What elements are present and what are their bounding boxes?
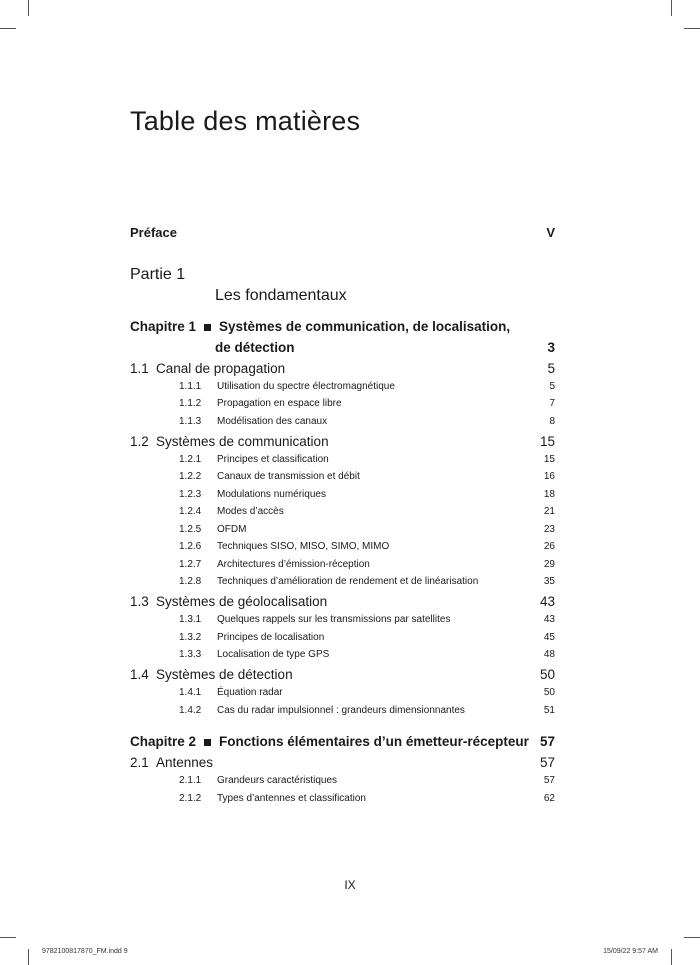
subsection-page: 50 — [543, 687, 555, 698]
part-label: Partie 1 — [130, 266, 186, 283]
subsection-title: Principes et classification — [217, 454, 329, 465]
subsection-number: 1.2.8 — [179, 576, 202, 587]
square-bullet-icon — [204, 739, 211, 746]
subsection-title: Propagation en espace libre — [217, 398, 342, 409]
toc-subsection[interactable] — [179, 381, 555, 392]
subsection-page: 23 — [543, 524, 555, 535]
crop-mark — [671, 0, 672, 16]
subsection-page: 45 — [543, 632, 555, 643]
section-page: 43 — [539, 594, 555, 609]
subsection-page: 5 — [549, 381, 555, 392]
subsection-number: 1.3.1 — [179, 614, 202, 625]
toc-subsection[interactable] — [179, 506, 555, 517]
toc-chapter-1-cont[interactable] — [215, 340, 555, 355]
toc-preface[interactable] — [130, 225, 555, 240]
subsection-title: Types d’antennes et classification — [217, 793, 366, 804]
section-page: 57 — [539, 755, 555, 770]
subsection-title: Équation radar — [217, 687, 283, 698]
slug-date: 15/09/22 9:57 AM — [603, 948, 658, 955]
subsection-title: Techniques SISO, MISO, SIMO, MIMO — [217, 541, 390, 552]
section-number: 2.1 — [130, 755, 149, 770]
preface-page: V — [546, 225, 555, 240]
toc-section[interactable] — [130, 361, 555, 376]
subsection-title: Cas du radar impulsionnel : grandeurs dimensionnantes — [217, 705, 465, 716]
subsection-number: 1.2.6 — [179, 541, 202, 552]
subsection-title: Utilisation du spectre électromagnétique — [217, 381, 395, 392]
slug-filename: 9782100817870_FM.indd 9 — [42, 948, 128, 955]
subsection-page: 29 — [543, 559, 555, 570]
preface-label: Préface — [130, 225, 177, 240]
chapter-1-title-line2: de détection — [215, 340, 295, 355]
section-page: 50 — [539, 667, 555, 682]
subsection-page: 35 — [543, 576, 555, 587]
toc-subsection[interactable] — [179, 614, 555, 625]
subsection-number: 1.2.4 — [179, 506, 202, 517]
crop-mark — [684, 28, 700, 29]
crop-mark — [0, 28, 16, 29]
toc-chapter-2[interactable] — [130, 734, 555, 749]
subsection-title: Modes d’accès — [217, 506, 284, 517]
subsection-number: 1.2.7 — [179, 559, 202, 570]
chapter-1-label: Chapitre 1 — [130, 319, 197, 334]
section-number: 1.4 — [130, 667, 149, 682]
toc-subsection[interactable] — [179, 775, 555, 786]
subsection-title: Modulations numériques — [217, 489, 326, 500]
toc-subsection[interactable] — [179, 489, 555, 500]
toc-subsection[interactable] — [179, 541, 555, 552]
subsection-title: OFDM — [217, 524, 247, 535]
section-title: Systèmes de détection — [156, 667, 293, 682]
subsection-number: 1.4.2 — [179, 705, 202, 716]
chapter-1-title-line1: Systèmes de communication, de localisation, — [219, 319, 511, 334]
toc-subsection[interactable] — [179, 576, 555, 587]
subsection-number: 1.3.3 — [179, 649, 202, 660]
subsection-number: 1.1.2 — [179, 398, 202, 409]
subsection-title: Quelques rappels sur les transmissions par satellites — [217, 614, 451, 625]
toc-section[interactable] — [130, 667, 555, 682]
subsection-number: 1.2.1 — [179, 454, 202, 465]
subsection-title: Grandeurs caractéristiques — [217, 775, 338, 786]
subsection-number: 1.2.2 — [179, 471, 202, 482]
subsection-number: 2.1.1 — [179, 775, 202, 786]
subsection-page: 8 — [549, 416, 555, 427]
subsection-page: 62 — [543, 793, 555, 804]
toc-subsection[interactable] — [179, 416, 555, 427]
toc-chapter-1[interactable] — [130, 319, 555, 334]
subsection-title: Techniques d’amélioration de rendement et de linéarisation — [217, 576, 479, 587]
subsection-page: 51 — [543, 705, 555, 716]
chapter-2-label: Chapitre 2 — [130, 734, 197, 749]
subsection-title: Modélisation des canaux — [217, 416, 328, 427]
toc-subsection[interactable] — [179, 793, 555, 804]
subsection-title: Localisation de type GPS — [217, 649, 330, 660]
toc-section[interactable] — [130, 434, 555, 449]
subsection-page: 15 — [543, 454, 555, 465]
section-number: 1.1 — [130, 361, 149, 376]
crop-mark — [684, 937, 700, 938]
subsection-page: 18 — [543, 489, 555, 500]
square-bullet-icon — [204, 324, 211, 331]
subsection-number: 1.1.3 — [179, 416, 202, 427]
subsection-title: Canaux de transmission et débit — [217, 471, 360, 482]
subsection-number: 1.3.2 — [179, 632, 202, 643]
subsection-number: 1.2.5 — [179, 524, 202, 535]
part-name: Les fondamentaux — [215, 287, 347, 304]
subsection-title: Architectures d’émission-réception — [217, 559, 370, 570]
section-page: 15 — [539, 434, 555, 449]
subsection-page: 43 — [543, 614, 555, 625]
page-folio: IX — [344, 878, 356, 892]
toc-subsection[interactable] — [179, 632, 555, 643]
toc-subsection[interactable] — [179, 398, 555, 409]
subsection-page: 7 — [549, 398, 555, 409]
crop-mark — [671, 949, 672, 965]
subsection-number: 1.4.1 — [179, 687, 202, 698]
crop-mark — [28, 949, 29, 965]
section-title: Canal de propagation — [156, 361, 286, 376]
section-title: Antennes — [156, 755, 214, 770]
toc-subsection[interactable] — [179, 524, 555, 535]
subsection-number: 1.2.3 — [179, 489, 202, 500]
subsection-page: 21 — [543, 506, 555, 517]
chapter-2-page: 57 — [539, 734, 555, 749]
section-page: 5 — [547, 361, 555, 376]
toc-subsection[interactable] — [179, 559, 555, 570]
subsection-title: Principes de localisation — [217, 632, 325, 643]
section-title: Systèmes de communication — [156, 434, 329, 449]
toc-subsection[interactable] — [179, 705, 555, 716]
subsection-number: 2.1.2 — [179, 793, 202, 804]
subsection-number: 1.1.1 — [179, 381, 202, 392]
subsection-page: 16 — [543, 471, 555, 482]
section-number: 1.3 — [130, 594, 149, 609]
subsection-page: 26 — [543, 541, 555, 552]
toc-subsection[interactable] — [179, 649, 555, 660]
toc-subsection[interactable] — [179, 687, 555, 698]
section-title: Systèmes de géolocalisation — [156, 594, 328, 609]
crop-mark — [28, 0, 29, 16]
page-title: Table des matières — [130, 106, 361, 136]
toc-section[interactable] — [130, 594, 555, 609]
toc-subsection[interactable] — [179, 471, 555, 482]
chapter-1-page: 3 — [547, 340, 555, 355]
section-number: 1.2 — [130, 434, 149, 449]
chapter-2-title: Fonctions élémentaires d’un émetteur-récepteur — [219, 734, 529, 749]
subsection-page: 48 — [543, 649, 555, 660]
crop-mark — [0, 937, 16, 938]
toc-subsection[interactable] — [179, 454, 555, 465]
toc-section[interactable] — [130, 755, 555, 770]
subsection-page: 57 — [543, 775, 555, 786]
